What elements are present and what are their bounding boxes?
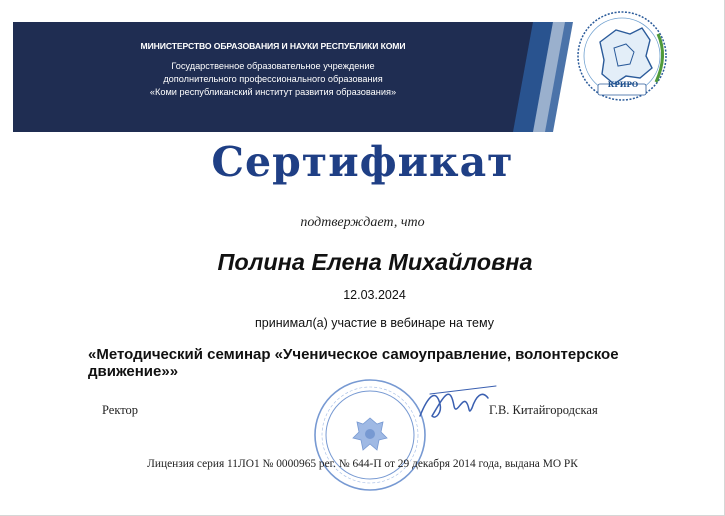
rector-label: Ректор [102,403,139,417]
webinar-topic: «Методический семинар «Ученическое самоуправление, волонтерское движение»» [88,346,619,380]
license-info: Лицензия серия 11ЛО1 № 0000965 рег. № 644-П от 29 декабря 2014 года, выдана МО РК [147,458,578,470]
org-line-2: дополнительного профессионального образования [163,74,383,84]
certificate-title: Сертификат [211,138,514,186]
participation-text: принимал(а) участие в вебинаре на тему [255,316,494,330]
logo-text: КРИРО [607,80,639,89]
org-line-3: «Коми республиканский институт развития образования» [149,87,397,97]
signer-name: Г.В. Китайгородская [489,403,598,417]
confirms-text: подтверждает, что [300,215,425,230]
event-date: 12.03.2024 [343,288,406,302]
recipient-name: Полина Елена Михайловна [217,249,533,275]
ministry-name: МИНИСТЕРСТВО ОБРАЗОВАНИЯ И НАУКИ РЕСПУБЛИКИ КОМИ [140,41,406,51]
rector-signature [410,376,502,428]
kriro-logo [570,4,674,106]
org-line-1: Государственное образовательное учреждение [171,61,375,71]
